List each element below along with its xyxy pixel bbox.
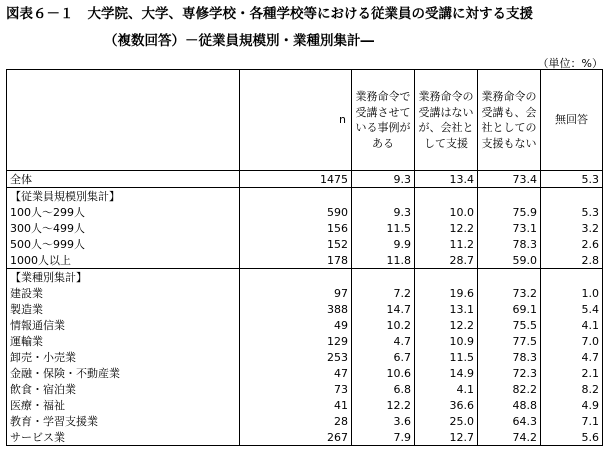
cell-no-answer: 2.1 [541,365,603,381]
cell-ordered: 4.7 [352,333,415,349]
industry-rows [7,285,603,446]
figure-title-text: 大学院、大学、専修学校・各種学校等における従業員の受講に対する支援 [87,6,533,22]
table-row [7,397,603,413]
cell-n: 253 [240,349,352,365]
row-label: 情報通信業 [7,317,240,333]
cell-supported: 10.0 [415,204,478,220]
cell-ordered: 7.9 [352,429,415,446]
cell-no-answer: 2.8 [541,252,603,269]
results-table [6,69,603,446]
cell-no-answer: 7.0 [541,333,603,349]
cell-ordered: 14.7 [352,301,415,317]
header-col-ordered: 業務命令で受講させている事例がある [352,70,415,171]
header-row [7,70,603,171]
table-row [7,317,603,333]
cell-no-answer: 5.3 [541,204,603,220]
cell-n: 152 [240,236,352,252]
cell-none: 74.2 [478,429,541,446]
table-row [7,413,603,429]
cell-n: 178 [240,252,352,269]
cell-none: 59.0 [478,252,541,269]
size-rows [7,204,603,269]
row-label: 医療・福祉 [7,397,240,413]
cell-none: 73.4 [478,171,541,188]
cell-supported: 12.7 [415,429,478,446]
cell-no-answer: 3.2 [541,220,603,236]
table-row [7,301,603,317]
cell-n: 73 [240,381,352,397]
section-heading-industry: 【業種別集計】 [7,269,240,286]
cell-none: 72.3 [478,365,541,381]
header-col-no-answer: 無回答 [541,70,603,171]
cell-supported: 11.5 [415,349,478,365]
row-label: 教育・学習支援業 [7,413,240,429]
cell-none: 64.3 [478,413,541,429]
cell-supported: 14.9 [415,365,478,381]
row-label: 建設業 [7,285,240,301]
table-row [7,365,603,381]
cell-no-answer: 4.7 [541,349,603,365]
cell-supported: 25.0 [415,413,478,429]
cell-supported: 13.4 [415,171,478,188]
row-label: 全体 [7,171,240,188]
row-label: 製造業 [7,301,240,317]
cell-none: 73.1 [478,220,541,236]
cell-n: 47 [240,365,352,381]
cell-no-answer: 1.0 [541,285,603,301]
row-label: 卸売・小売業 [7,349,240,365]
cell-supported: 10.9 [415,333,478,349]
cell-ordered: 3.6 [352,413,415,429]
cell-no-answer: 8.2 [541,381,603,397]
section-heading-row [7,188,603,205]
cell-no-answer: 2.6 [541,236,603,252]
section-heading-size: 【従業員規模別集計】 [7,188,240,205]
row-label: 300人～499人 [7,220,240,236]
cell-ordered: 11.5 [352,220,415,236]
row-label: 1000人以上 [7,252,240,269]
row-label: 100人～299人 [7,204,240,220]
cell-none: 78.3 [478,349,541,365]
cell-no-answer: 5.4 [541,301,603,317]
cell-supported: 13.1 [415,301,478,317]
row-label: 500人～999人 [7,236,240,252]
row-label: 運輸業 [7,333,240,349]
cell-ordered: 6.8 [352,381,415,397]
figure-title [6,2,533,22]
cell-n: 41 [240,397,352,413]
header-col-supported: 業務命令の受講はないが、会社として支援 [415,70,478,171]
cell-none: 75.9 [478,204,541,220]
cell-supported: 12.2 [415,220,478,236]
cell-no-answer: 5.6 [541,429,603,446]
cell-supported: 28.7 [415,252,478,269]
section-heading-row [7,269,603,286]
row-label: 飲食・宿泊業 [7,381,240,397]
cell-none: 69.1 [478,301,541,317]
cell-none: 73.2 [478,285,541,301]
figure-subtitle: （複数回答）－従業員規模別・業種別集計― [104,33,374,49]
cell-n: 590 [240,204,352,220]
cell-supported: 36.6 [415,397,478,413]
cell-no-answer: 4.9 [541,397,603,413]
cell-n: 156 [240,220,352,236]
cell-none: 77.5 [478,333,541,349]
total-row [7,171,603,188]
cell-n: 267 [240,429,352,446]
cell-none: 75.5 [478,317,541,333]
table-row [7,349,603,365]
cell-ordered: 9.9 [352,236,415,252]
unit-note: （単位：%） [537,57,603,70]
table-row [7,381,603,397]
cell-ordered: 12.2 [352,397,415,413]
cell-n: 97 [240,285,352,301]
cell-ordered: 6.7 [352,349,415,365]
header-col-none: 業務命令の受講も、会社としての支援もない [478,70,541,171]
header-label-cell [7,70,240,171]
table-row [7,252,603,269]
table-row [7,236,603,252]
table-row [7,429,603,446]
cell-none: 48.8 [478,397,541,413]
cell-n: 49 [240,317,352,333]
cell-no-answer: 5.3 [541,171,603,188]
table-row [7,204,603,220]
cell-ordered: 7.2 [352,285,415,301]
cell-ordered: 9.3 [352,171,415,188]
cell-no-answer: 7.1 [541,413,603,429]
table-row [7,285,603,301]
cell-supported: 11.2 [415,236,478,252]
header-n: n [240,70,352,171]
cell-ordered: 10.6 [352,365,415,381]
cell-supported: 12.2 [415,317,478,333]
cell-n: 129 [240,333,352,349]
cell-ordered: 11.8 [352,252,415,269]
cell-no-answer: 4.1 [541,317,603,333]
table-row [7,333,603,349]
cell-supported: 4.1 [415,381,478,397]
cell-none: 82.2 [478,381,541,397]
cell-n: 28 [240,413,352,429]
table-row [7,220,603,236]
row-label: 金融・保険・不動産業 [7,365,240,381]
cell-ordered: 9.3 [352,204,415,220]
cell-n: 388 [240,301,352,317]
cell-ordered: 10.2 [352,317,415,333]
row-label: サービス業 [7,429,240,446]
figure-number: 図表６－１ [6,6,74,22]
cell-none: 78.3 [478,236,541,252]
cell-n: 1475 [240,171,352,188]
cell-supported: 19.6 [415,285,478,301]
